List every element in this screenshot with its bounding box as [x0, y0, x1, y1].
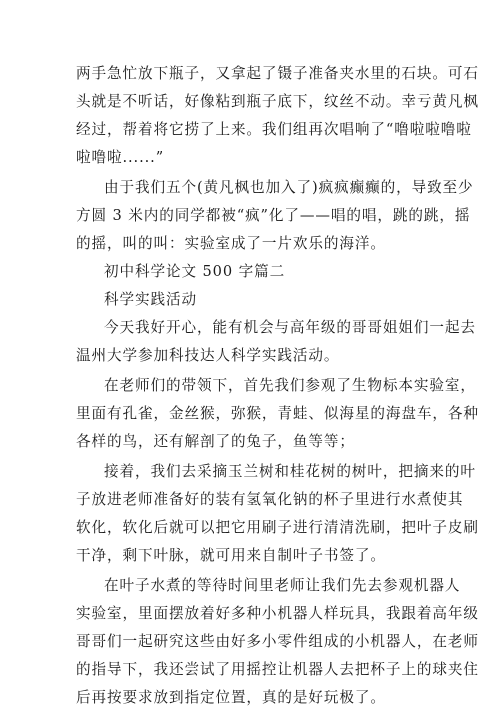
paragraph-first-line: 在老师们的带领下，首先我们参观了生物标本实验室，: [104, 377, 476, 394]
text-line: 干净，剩下叶脉，就可用来自制叶子书签了。: [76, 547, 386, 564]
text-line: 后再按要求放到指定位置，真的是好玩极了。: [76, 689, 386, 706]
text-line: 方圆 3 米内的同学都被“疯”化了——唱的唱，跳的跳，摇: [76, 207, 471, 224]
text-line: 哥哥们一起研究这些由好多小零件组成的小机器人，在老师: [76, 633, 479, 650]
text-line: 两手急忙放下瓶子，又拿起了镊子准备夹水里的石块。可石: [76, 65, 479, 82]
text-line: 的摇，叫的叫：实验室成了一片欢乐的海洋。: [76, 235, 386, 252]
section-subtitle: 科学实践活动: [104, 291, 197, 308]
text-line: 经过，帮着将它捞了上来。我们组再次唱响了“噜啦啦噜啦: [76, 121, 472, 138]
text-line: 的指导下，我还尝试了用摇控让机器人去把杯子上的球夹住: [76, 661, 479, 678]
paragraph-first-line: 接着，我们去采摘玉兰树和桂花树的树叶，把摘来的叶: [104, 463, 476, 480]
text-line: 软化，软化后就可以把它用刷子进行清清洗刷，把叶子皮刷: [76, 519, 479, 536]
paragraph-first-line: 在叶子水煮的等待时间里老师让我们先去参观机器人: [104, 577, 461, 594]
section-heading: 初中科学论文 500 字篇二: [104, 263, 286, 280]
text-line: 头就是不听话，好像粘到瓶子底下，纹丝不动。幸亏黄凡枫: [76, 93, 479, 110]
text-line: 各样的鸟，还有解剖了的兔子，鱼等等；: [76, 433, 355, 450]
text-line: 实验室，里面摆放着好多种小机器人样玩具，我跟着高年级: [76, 605, 479, 622]
paragraph-first-line: 今天我好开心，能有机会与高年级的哥哥姐姐们一起去: [104, 319, 476, 336]
text-line: 里面有孔雀，金丝猴，弥猴，青蛙、似海星的海盘车，各种: [76, 405, 479, 422]
text-line: 啦噜啦......”: [76, 149, 165, 166]
text-line: 子放进老师准备好的装有氢氧化钠的杯子里进行水煮使其: [76, 491, 464, 508]
text-line: 温州大学参加科技达人科学实践活动。: [76, 347, 340, 364]
paragraph-first-line: 由于我们五个(黄凡枫也加入了)疯疯癫癫的，导致至少: [104, 179, 474, 196]
